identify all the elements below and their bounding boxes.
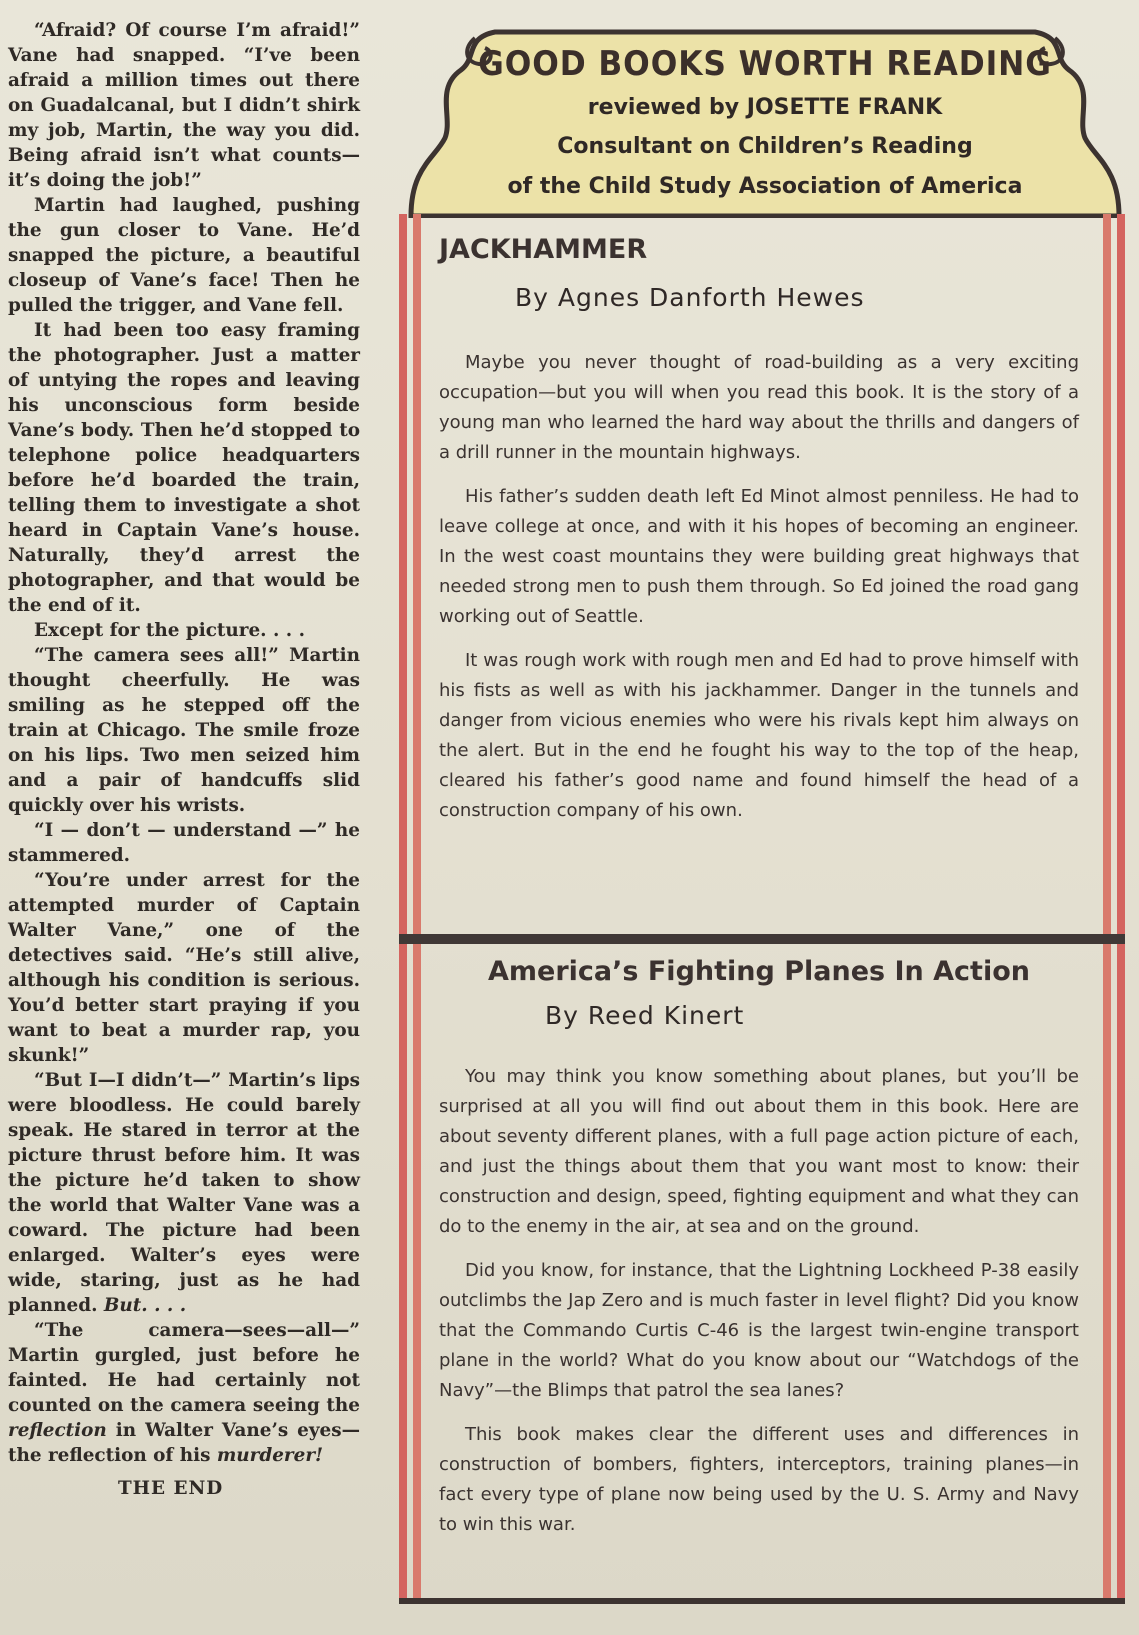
story-paragraph: “I — don’t — understand —” he stammered.: [8, 820, 360, 866]
review-author: By Reed Kinert: [545, 1001, 745, 1030]
review-paragraph: You may think you know something about planes, but you’ll be surprised at all you will find out about them in this book. Here are about seventy different planes, with a full page action picture of each, and just the things about them that you want most to know: their construction and design, speed, fighting equipment and what they can do to the enemy in the air, at sea and on the ground.: [439, 1066, 1079, 1237]
story-emphasis: murderer!: [216, 1445, 324, 1466]
story-text: “The camera—sees—all—” Martin gurgled, just before he fainted. He had certainly not counted on the camera seeing the: [8, 1320, 360, 1416]
review-paragraph: Maybe you never thought of road-building as a very exciting occupation—but you will when you read this book. It is the story of a young man who learned the hard way about the thrills and dangers of a drill runner in the mountain highways.: [439, 352, 1079, 463]
banner-reviewer: reviewed by JOSETTE FRANK: [587, 95, 943, 120]
banner-organization: of the Child Study Association of America: [507, 174, 1023, 199]
book-review-panel: [395, 18, 1130, 1608]
review-divider: [399, 934, 1125, 944]
frame-stripe: [1103, 214, 1111, 1604]
story-emphasis: reflection: [8, 1420, 107, 1441]
frame-stripe: [399, 214, 407, 1604]
story-text: in Walter Vane’s eyes—the reflection of his: [8, 1420, 360, 1466]
frame-stripe: [1117, 214, 1125, 1604]
story-column: [8, 18, 360, 1501]
story-paragraph: Except for the picture. . . .: [34, 620, 305, 641]
review-paragraph: It was rough work with rough men and Ed had to prove himself with his fists as well as with his jackhammer. Danger in the tunnels and danger from vicious enemies who were his rivals kept him always on the alert. But in the end he fought his way to the top of the heap, cleared his father’s good name and found himself the head of a construction company of his own.: [439, 650, 1079, 821]
review-title: JACKHAMMER: [439, 234, 648, 265]
review-body: [439, 1062, 1079, 1540]
review-banner: [405, 18, 1125, 218]
review-author: By Agnes Danforth Hewes: [515, 283, 865, 312]
story-paragraph: “Afraid? Of course I’m afraid!” Vane had snapped. “I’ve been afraid a million times out there on Guadalcanal, but I didn’t shirk my job, Martin, the way you did. Being afraid isn’t what counts—it’s doing the job!”: [8, 20, 360, 191]
story-paragraph: [8, 1068, 360, 1318]
review-jackhammer: [439, 234, 1079, 840]
review-paragraph: His father’s sudden death left Ed Minot almost penniless. He had to leave college at once, and with it his hopes of becoming an engineer. In the west coast mountains they were building great highways that needed strong men to push them through. So Ed joined the road gang working out of Seattle.: [439, 486, 1079, 627]
banner-title: GOOD BOOKS WORTH READING: [478, 44, 1052, 84]
story-paragraph: “The camera sees all!” Martin thought cheerfully. He was smiling as he stepped off the train at Chicago. The smile froze on his lips. Two men seized him and a pair of handcuffs slid quickly over his wrists.: [8, 645, 360, 816]
banner-credential: Consultant on Children’s Reading: [557, 134, 973, 159]
story-paragraph: Martin had laughed, pushing the gun closer to Vane. He’d snapped the picture, a beautiful closeup of Vane’s face! Then he pulled the trigger, and Vane fell.: [8, 195, 360, 316]
frame-stripe: [413, 214, 421, 1604]
story-paragraph: “You’re under arrest for the attempted murder of Captain Walter Vane,” one of the detectives said. “He’s still alive, although his condition is serious. You’d better start praying if you want to beat a murder rap, you skunk!”: [8, 870, 360, 1066]
review-fighting-planes: [439, 956, 1079, 1554]
review-paragraph: This book makes clear the different uses and differences in construction of bombers, fighters, interceptors, training planes—in fact every type of plane now being used by the U. S. Army and Navy to win this war.: [439, 1424, 1079, 1535]
story-text: “But I—I didn’t—” Martin’s lips were bloodless. He could barely speak. He stared in terror at the picture thrust before him. It was the picture he’d taken to show the world that Walter Vane was a coward. The picture had been enlarged. Walter’s eyes were wide, staring, just as he had planned.: [8, 1070, 360, 1316]
story-paragraph: It had been too easy framing the photographer. Just a matter of untying the ropes and leaving his unconscious form beside Vane’s body. Then he’d stopped to telephone police headquarters before he’d boarded the train, telling them to investigate a shot heard in Captain Vane’s house. Naturally, they’d arrest the photographer, and that would be the end of it.: [8, 320, 360, 616]
review-frame: [399, 214, 1125, 1604]
the-end-label: THE END: [118, 1478, 224, 1499]
story-emphasis: But. . . .: [103, 1295, 187, 1316]
frame-bottom-rule: [399, 1598, 1125, 1604]
review-body: [439, 348, 1079, 826]
story-paragraph: [8, 1318, 360, 1468]
review-paragraph: Did you know, for instance, that the Lightning Lockheed P-38 easily outclimbs the Jap Zero and is much faster in level flight? Did you know that the Commando Curtis C-46 is the largest twin-engine transport plane in the world? What do you know about our “Watchdogs of the Navy”—the Blimps that patrol the sea lanes?: [439, 1260, 1079, 1401]
review-title: America’s Fighting Planes In Action: [488, 956, 1030, 987]
